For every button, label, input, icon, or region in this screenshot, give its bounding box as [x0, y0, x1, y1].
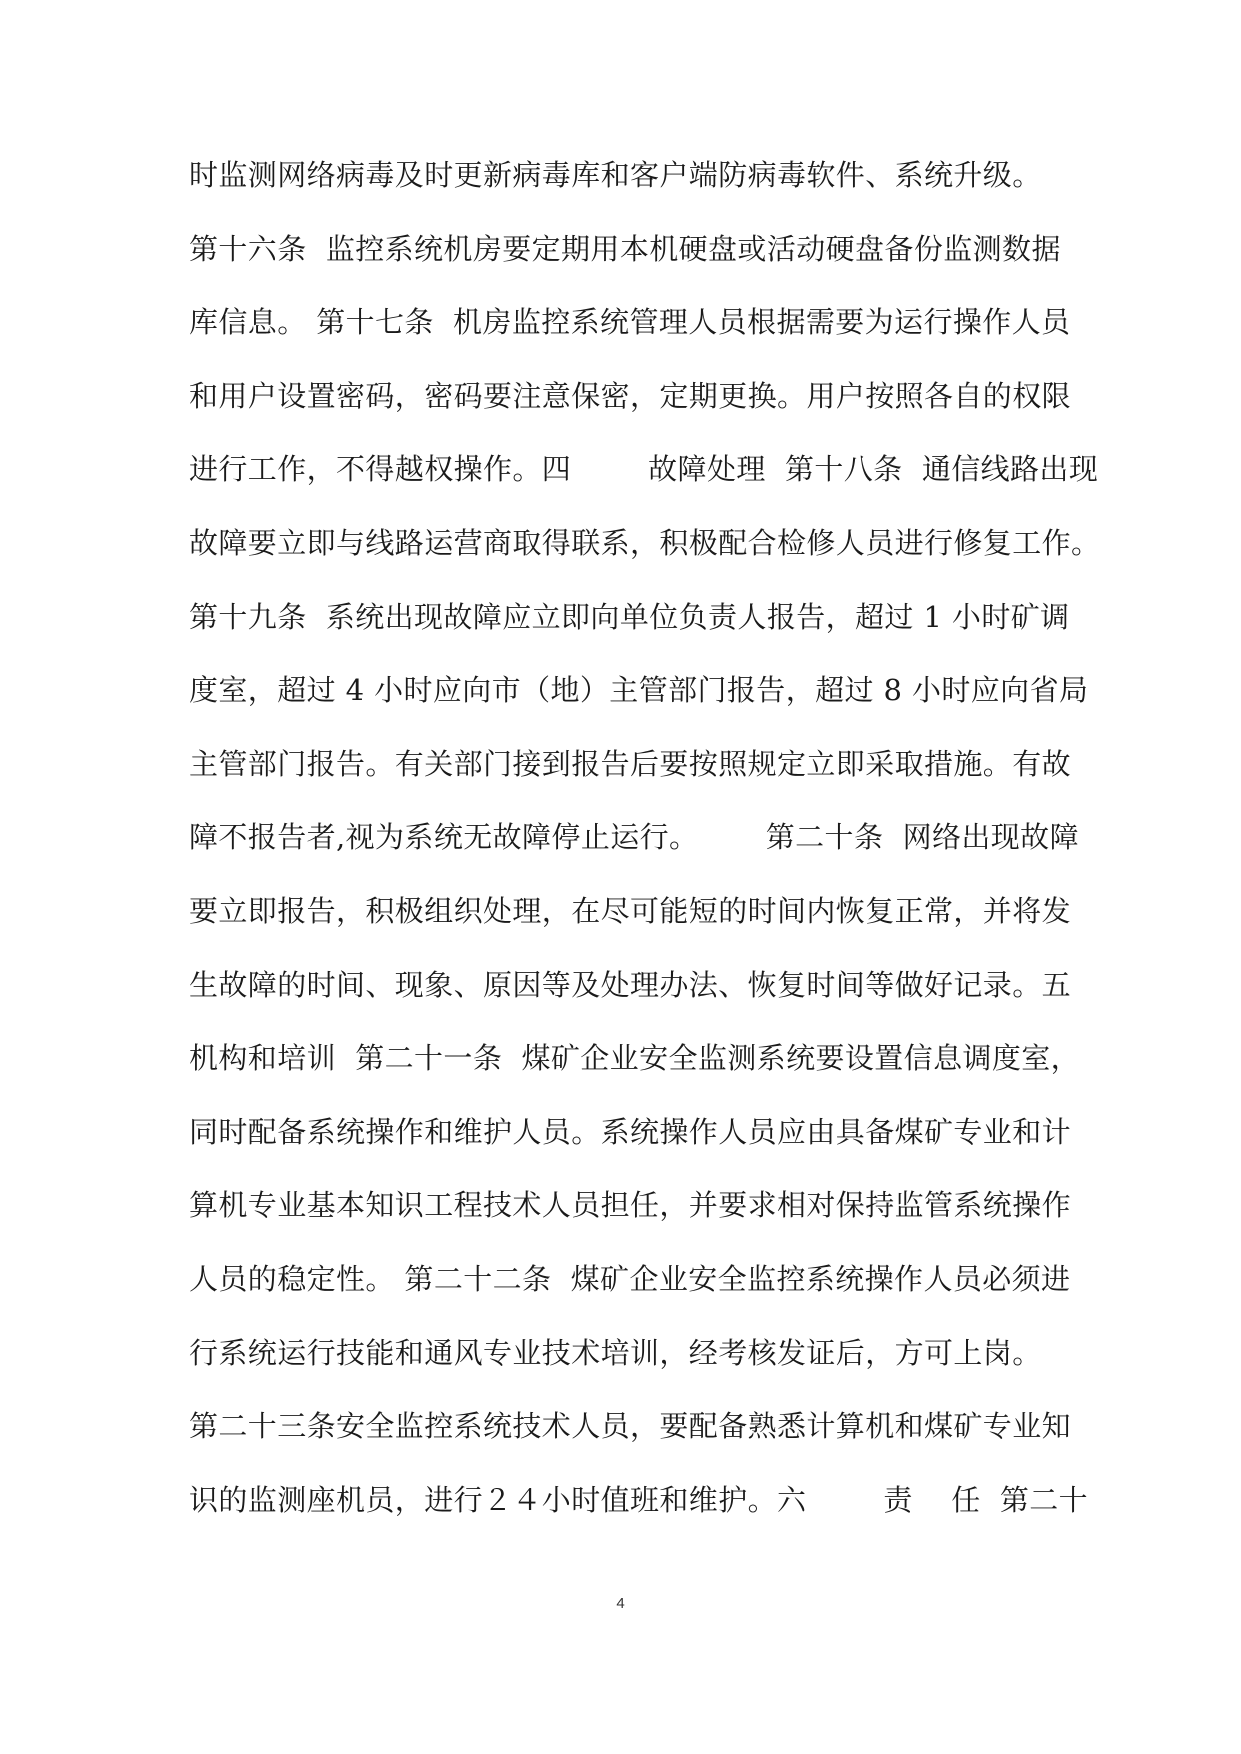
text-line: 行系统运行技能和通风专业技术培训，经考核发证后，方可上岗。	[189, 1335, 1042, 1370]
text-line: 同时配备系统操作和维护人员。系统操作人员应由具备煤矿专业和计	[189, 1114, 1072, 1149]
body-text	[189, 145, 1101, 1543]
text-line: 和用户设置密码，密码要注意保密，定期更换。用户按照各自的权限	[189, 378, 1072, 413]
text-line: 进行工作，不得越权操作。四 故障处理 第十八条 通信线路出现	[189, 452, 1099, 487]
text-line: 算机专业基本知识工程技术人员担任，并要求相对保持监管系统操作	[189, 1188, 1072, 1223]
text-line: 第二十三条安全监控系统技术人员，要配备熟悉计算机和煤矿专业知	[189, 1409, 1072, 1444]
text-line: 时监测网络病毒及时更新病毒库和客户端防病毒软件、系统升级。	[189, 158, 1042, 192]
text-line: 生故障的时间、现象、原因等及处理办法、恢复时间等做好记录。五	[189, 967, 1072, 1002]
text-line: 度室，超过 4 小时应向市（地）主管部门报告，超过 8 小时应向省局	[189, 673, 1089, 708]
text-line: 主管部门报告。有关部门接到报告后要按照规定立即采取措施。有故	[189, 746, 1072, 781]
text-line: 故障要立即与线路运营商取得联系，积极配合检修人员进行修复工作。	[189, 525, 1101, 560]
text-line: 要立即报告，积极组织处理，在尽可能短的时间内恢复正常，并将发	[189, 893, 1072, 928]
page-number: 4	[616, 1595, 625, 1612]
text-line: 障不报告者,视为系统无故障停止运行。 第二十条 网络出现故障	[189, 820, 1079, 855]
text-line: 识的监测座机员，进行２４小时值班和维护。六 责 任 第二十	[189, 1482, 1089, 1517]
text-line: 机构和培训 第二十一条 煤矿企业安全监测系统要设置信息调度室，	[189, 1041, 1081, 1076]
text-line: 第十六条 监控系统机房要定期用本机硬盘或活动硬盘备份监测数据	[189, 231, 1061, 266]
text-line: 库信息。 第十七条 机房监控系统管理人员根据需要为运行操作人员	[189, 305, 1071, 340]
text-line: 人员的稳定性。 第二十二条 煤矿企业安全监控系统操作人员必须进	[189, 1261, 1071, 1296]
text-line: 第十九条 系统出现故障应立即向单位负责人报告，超过 1 小时矿调	[189, 599, 1070, 634]
